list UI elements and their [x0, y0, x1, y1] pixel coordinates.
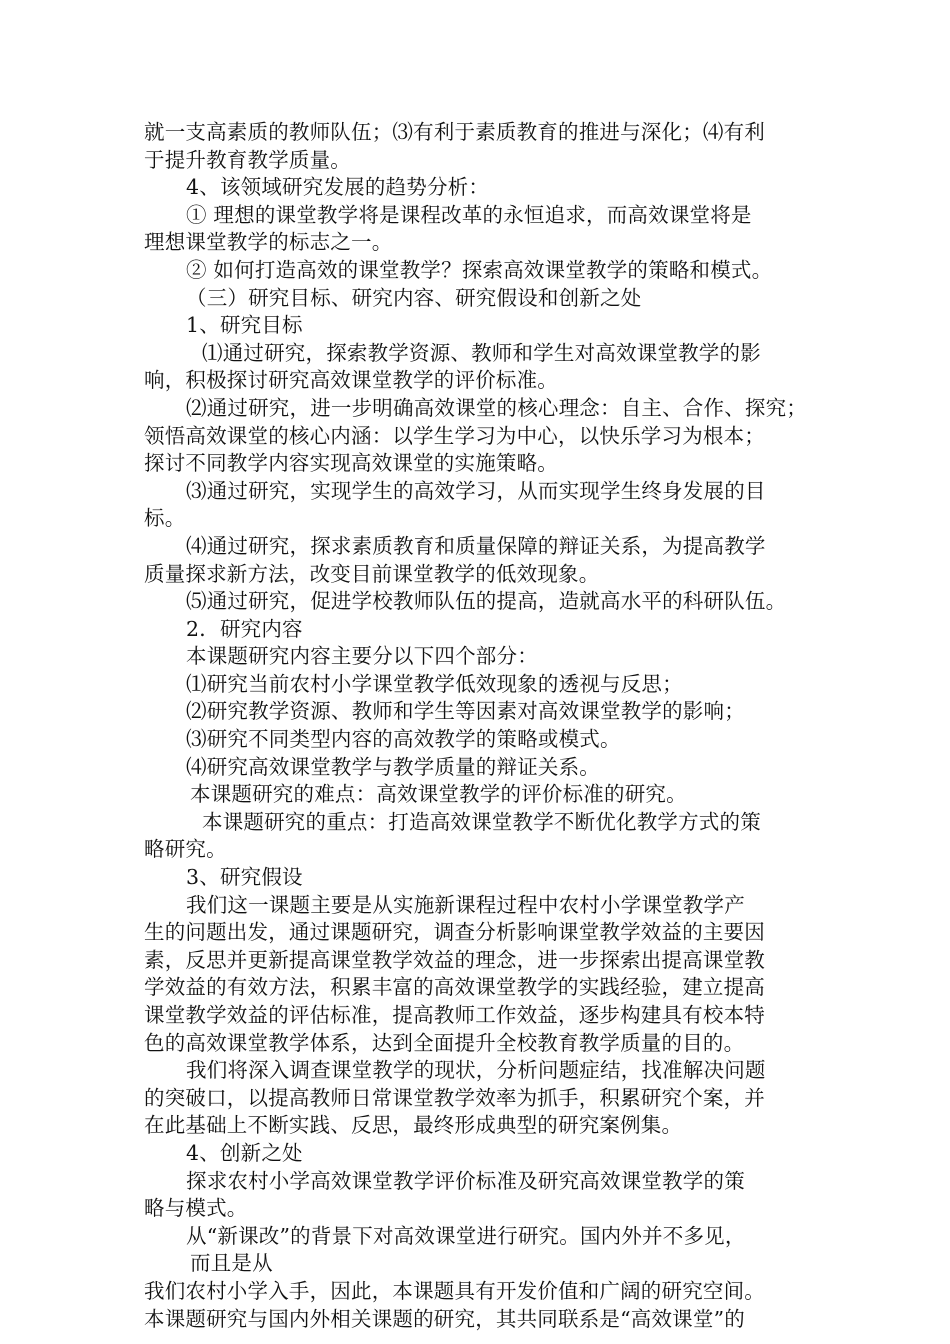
- text-line: 本课题研究的重点：打造高效课堂教学不断优化教学方式的策: [202, 809, 761, 834]
- text-line: 学效益的有效方法，积累丰富的高效课堂教学的实践经验，建立提高: [144, 975, 765, 1000]
- text-line: 略研究。: [144, 837, 227, 862]
- text-line: ② 如何打造高效的课堂教学？探索高效课堂教学的策略和模式。: [186, 257, 773, 282]
- text-line: 本课题研究内容主要分以下四个部分：: [186, 644, 538, 669]
- text-line: 而且是从: [190, 1251, 273, 1276]
- text-line: 于提升教育教学质量。: [144, 147, 351, 172]
- text-line: （三）研究目标、研究内容、研究假设和创新之处: [186, 285, 642, 310]
- text-line: ⑶通过研究，实现学生的高效学习，从而实现学生终身发展的目: [186, 478, 766, 503]
- text-line: ⑴通过研究，探索教学资源、教师和学生对高效课堂教学的影: [202, 340, 761, 365]
- text-line: 我们农村小学入手，因此，本课题具有开发价值和广阔的研究空间。: [144, 1278, 765, 1303]
- text-line: 生的问题出发，通过课题研究，调查分析影响课堂教学效益的主要因: [144, 920, 765, 945]
- text-line: 2．研究内容: [186, 616, 303, 641]
- text-line: 4、创新之处: [186, 1140, 303, 1165]
- text-line: 领悟高效课堂的核心内涵：以学生学习为中心，以快乐学习为根本；: [144, 423, 765, 448]
- text-line: ⑵研究教学资源、教师和学生等因素对高效课堂教学的影响；: [186, 699, 745, 724]
- text-line: 就一支高素质的教师队伍；⑶有利于素质教育的推进与深化；⑷有利: [144, 120, 765, 144]
- text-line: 探讨不同教学内容实现高效课堂的实施策略。: [144, 451, 558, 476]
- text-line: ① 理想的课堂教学将是课程改革的永恒追求，而高效课堂将是: [186, 202, 752, 227]
- document-body: [144, 119, 824, 1333]
- text-line: ⑶研究不同类型内容的高效教学的策略或模式。: [186, 727, 621, 752]
- text-line: 本课题研究与国内外相关课题的研究，其共同联系是“高效课堂”的: [144, 1306, 745, 1331]
- text-line: ⑷通过研究，探求素质教育和质量保障的辩证关系，为提高教学: [186, 533, 766, 558]
- text-line: 标。: [144, 506, 186, 531]
- text-line: ⑷研究高效课堂教学与教学质量的辩证关系。: [186, 754, 600, 779]
- text-line: 色的高效课堂教学体系，达到全面提升全校教育教学质量的目的。: [144, 1030, 745, 1055]
- text-line: ⑸通过研究，促进学校教师队伍的提高，造就高水平的科研队伍。: [186, 589, 787, 614]
- text-line: 响，积极探讨研究高效课堂教学的评价标准。: [144, 368, 558, 393]
- text-line: ⑴研究当前农村小学课堂教学低效现象的透视与反思；: [186, 671, 683, 696]
- text-line: 略与模式。: [144, 1196, 248, 1221]
- text-line: 本课题研究的难点：高效课堂教学的评价标准的研究。: [190, 782, 687, 807]
- text-line: 从“新课改”的背景下对高效课堂进行研究。国内外并不多见，: [186, 1223, 746, 1248]
- text-line: 4、该领域研究发展的趋势分析：: [186, 175, 490, 200]
- text-line: 3、研究假设: [186, 865, 303, 890]
- text-line: ⑵通过研究，进一步明确高效课堂的核心理念：自主、合作、探究；: [186, 395, 807, 420]
- text-line: 课堂教学效益的评估标准，提高教师工作效益，逐步构建具有校本特: [144, 1003, 765, 1027]
- text-line: 我们将深入调查课堂教学的现状，分析问题症结，找准解决问题: [186, 1058, 766, 1083]
- text-line: 理想课堂教学的标志之一。: [144, 230, 393, 255]
- text-line: 探求农村小学高效课堂教学评价标准及研究高效课堂教学的策: [186, 1168, 745, 1193]
- text-line: 的突破口，以提高教师日常课堂教学效率为抓手，积累研究个案，并: [144, 1085, 765, 1110]
- text-line: 质量探求新方法，改变目前课堂教学的低效现象。: [144, 561, 600, 586]
- text-line: 1、研究目标: [186, 313, 303, 338]
- text-line: 我们这一课题主要是从实施新课程过程中农村小学课堂教学产: [186, 892, 745, 917]
- text-line: 在此基础上不断实践、反思，最终形成典型的研究案例集。: [144, 1113, 683, 1138]
- text-line: 素，反思并更新提高课堂教学效益的理念，进一步探索出提高课堂教: [144, 947, 765, 972]
